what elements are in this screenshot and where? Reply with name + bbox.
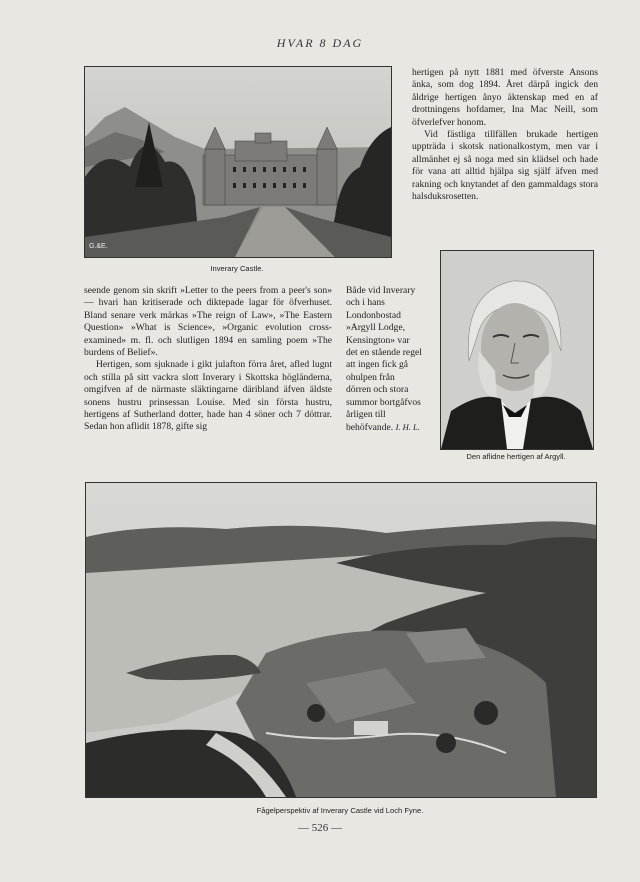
aerial-caption: Fågelperspektiv af Inverary Castle vid Loch Fyne. bbox=[256, 806, 424, 815]
text-column-middle bbox=[346, 285, 422, 435]
text-column-right-top bbox=[412, 67, 598, 203]
portrait-photo bbox=[440, 250, 594, 450]
castle-photo bbox=[84, 66, 392, 258]
paragraph: hertigen på nytt 1881 med öfverste Ansons änka, som dog 1894. Året därpå ingick den åldrige hertigen ånyo äktenskap med en af drottningens hofdamer, Ina Mac Neill, som öfverlefver honom. bbox=[412, 67, 598, 128]
castle-caption: Inverary Castle. bbox=[210, 264, 264, 273]
paragraph: seende genom sin skrift »Letter to the peers from a peer's son» — hvari han kritiserade och diktерade lagar för öfverhuset. Bland senare verk märkas »The reign of Law», »The Eastern Question» »What is Science», »Organic evolution cross-examined» m. fl. och slutligen 1894 en samling poem »The burdens of Belief». bbox=[84, 285, 332, 359]
author-signature: I. H. L. bbox=[395, 422, 420, 433]
portrait-caption: Den aflidne hertigen af Argyll. bbox=[466, 452, 566, 461]
running-header: HVAR 8 DAG bbox=[276, 36, 364, 50]
aerial-photo bbox=[85, 482, 597, 798]
paragraph: Vid fästliga tillfällen brukade hertigen uppträda i skotsk nationalkostym, men var i allmänhet ej så noga med sin klädsel och hade för vana att alltid hjälpa sig själf äfven med rakning och knytandet af den gammaldags stora halsduksrosetten. bbox=[412, 129, 598, 203]
paragraph: Hertigen, som sjuknade i gikt julafton förra året, afled lugnt och stilla på sitt vackra slott Inverary i Skottska högländerna, omgifven af de närmaste släktingarne däribland äfven äldste sonens hustru prinsessan Louise. Med sin första hustru, hertigens af Sutherland dotter, hade han 4 söner och 7 döttrar. Sedan hon aflidit 1878, gifte sig bbox=[84, 359, 332, 433]
page-number: — 526 — bbox=[298, 822, 342, 834]
text-column-left bbox=[84, 285, 332, 434]
paragraph: Både vid Inverary och i hans Londonbostad »Argyll Lodge, Kensington» var det en stående regel att ingen fick gå ohulpen från dörren och stora summor bortgåfvos årligen till behöfvande. bbox=[346, 285, 422, 434]
photographer-stamp: G.&E. bbox=[89, 243, 108, 250]
